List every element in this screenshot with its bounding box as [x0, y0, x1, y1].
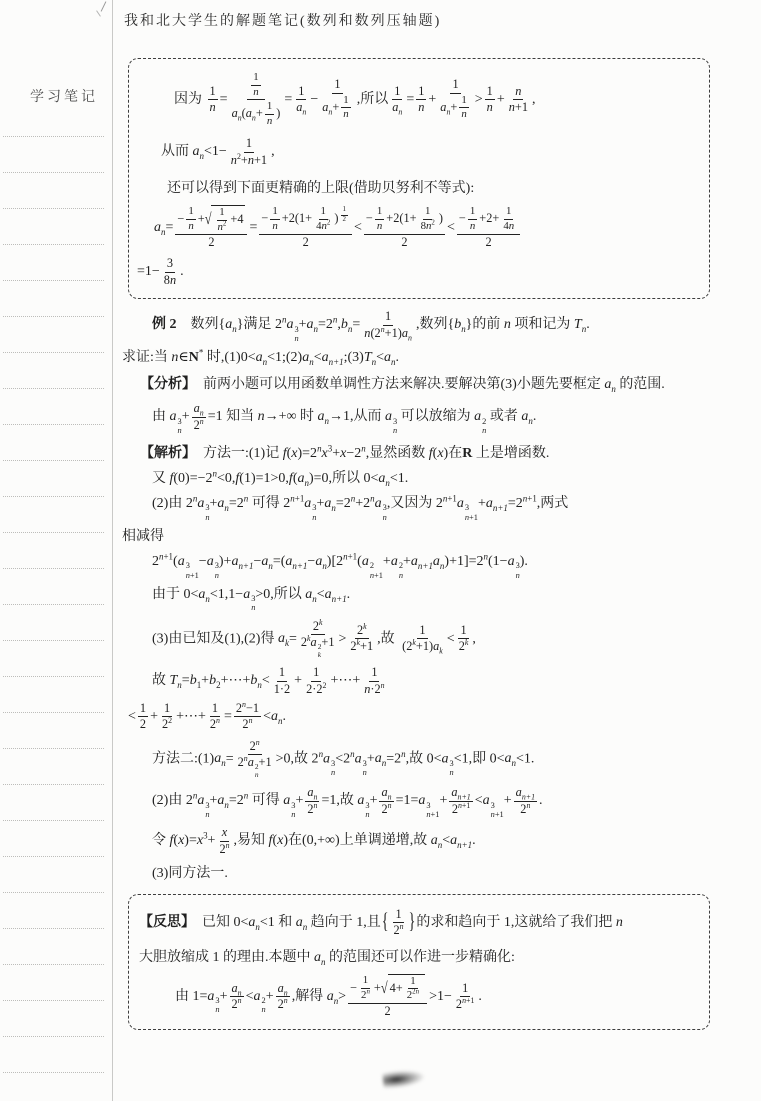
margin-rule-line — [3, 208, 104, 210]
margin-ruling — [3, 136, 104, 1074]
reflection-line: 大胆放缩成 1 的理由.本题中 $a_n$ 的范围还可以作进一步精确化: — [139, 949, 515, 967]
margin-rule-line — [3, 1072, 104, 1074]
solution-line: 令 $f(x)=x^3+$ $\frac{x}{2^n}$ ,易知 f(x)在(0,+∞)上单调递增,故 $a_n<a_{n+1}$. — [152, 825, 476, 856]
page-body — [122, 58, 722, 1030]
formula-line: 从而 $a_n<1-$ $\frac{1}{n^2+n+1}$ , — [161, 136, 275, 167]
analysis-line: 由 a 3 n + $\frac{a_n}{2^n}$ =1 知当 n→+∞ 时 $a_n\to 1$,从而 a 3 n 可以放缩为 a 2 n 或者 $a_n$. — [152, 401, 537, 435]
solution-line: 【解析】 方法一:(1)记 $f(x)=2^nx^3+x-2^n$,显然函数 f(x)在R 上是增函数. — [140, 443, 550, 462]
margin-rule-line — [3, 316, 104, 318]
solution-line: (2)由 2$^n$a 3 n $+a_n=2^n$ 可得 a 3 n + $\frac{a_n}{2^n}$ =1,故 a 3 n + $\frac{a_n}{2^n}$ =1=a 3 n+1 + $\frac{a_{n+1}}{2^{n+1}}$ <a 3 n+1 + $\frac{a_{n+1}}{2^n}$ . — [152, 785, 543, 820]
margin-rule-line — [3, 172, 104, 174]
margin-rule-line — [3, 568, 104, 570]
problem-statement: 求证:当 n∈N* 时$,(1)0<a_n<1;(2)a_n<a_{n+1};(3)T_n<a_n$. — [122, 347, 399, 367]
solution-line: (3)由已知及(1),(2)得 $a_k=$ 2$^k$ 2$^k$a 2 k +1 > $\frac{2^k}{2^k+1}$ ,故 $\frac{1}{(2^k+1)a_k}$ < $\frac{1}{2^k}$ , — [152, 617, 476, 660]
solution-line: $2^{n+1}(a$ 3 n+1 −a 3 n )$+a_{n+1}-a_n=(a_{n+1}-a_n)[2^{n+1}(a$ 2 n+1 +a 2 n $+a_{n+1}a_n)+1]=2^n(1-a$ 3 n ). — [152, 551, 528, 580]
solution-line: < $\frac{1}{2}$ + $\frac{1}{2^2}$ +⋯+ $\frac{1}{2^n}$ = $\frac{2^n-1}{2^n}$ $<a_n$. — [128, 699, 286, 732]
margin-rule-line — [3, 928, 104, 930]
solution-line: (3)同方法一. — [152, 866, 228, 882]
sidebar-notes-label: 学习笔记 — [30, 90, 98, 105]
solution-line: (2)由 2$^n$a 3 n $+a_n=2^n$ 可得 $2^{n+1}a$ 3 n $+a_n=2^n+2^na$ 3 n ,又因为 $2^{n+1}a$ 3 n+1 $+a_{n+1}=2^{n+1}$,两式 — [152, 493, 569, 522]
margin-rule-line — [3, 1000, 104, 1002]
margin-rule-line — [3, 856, 104, 858]
example-2-heading: 例 2 数列$\{a_n\}$满足 2$^n$a 3 n $+a_n=2^n,b_n=$ $\frac{1}{n(2^n+1)a_n}$ ,数列$\{b_n\}$的前 n 项和记为 $T_n$. — [152, 309, 590, 343]
margin-rule-line — [3, 388, 104, 390]
solution-line: 又 $f(0)=-2^n<0,f(1)=1>0,f(a_n)=0$,所以 $0<a_n<1$. — [152, 468, 409, 488]
formula-line: 还可以得到下面更精确的上限(借助贝努利不等式): — [167, 180, 475, 196]
margin-rule-line — [3, 1036, 104, 1038]
margin-rule-line — [3, 748, 104, 750]
formula-line: =1− $\frac{3}{8n}$ . — [137, 256, 184, 287]
margin-rule-line — [3, 532, 104, 534]
solution-line: 故 $T_n=b_1+b_2+\cdots+b_n<$ $\frac{1}{1\cdot 2}$ + $\frac{1}{2\cdot 2^2}$ +⋯+ $\frac{1}{n\cdot 2^n}$ — [152, 665, 385, 696]
scan-artifact-mark — [96, 1, 112, 19]
margin-rule-line — [3, 892, 104, 894]
reflection-box — [128, 894, 710, 1030]
margin-rule-line — [3, 352, 104, 354]
margin-rule-line — [3, 280, 104, 282]
margin-rule-line — [3, 712, 104, 714]
analysis-line: 【分析】 前两小题可以用函数单调性方法来解决.要解决第(3)小题先要框定 $a_n$ 的范围. — [140, 377, 665, 394]
margin-rule-line — [3, 676, 104, 678]
margin-rule-line — [3, 604, 104, 606]
margin-rule-line — [3, 424, 104, 426]
page-title: 我和北大学生的解题笔记(数列和数列压轴题) — [124, 14, 442, 29]
margin-rule-line — [3, 784, 104, 786]
margin-rule-line — [3, 496, 104, 498]
margin-rule-line — [3, 820, 104, 822]
margin-rule-line — [3, 964, 104, 966]
solution-line: 相减得 — [122, 528, 164, 544]
margin-divider-line — [112, 0, 113, 1101]
reflection-line: 由 1=a 3 n + $\frac{a_n}{2^n}$ <a 2 n + $\frac{a_n}{2^n}$ ,解得 $a_n>$ − $\frac{1}{2^n}$ + √ 4+ 1 $2^{2n}$ 2 >1− $\frac{1}{2^{n+1}}$ . — [175, 974, 482, 1018]
margin-rule-line — [3, 460, 104, 462]
formula-box — [128, 58, 710, 299]
solution-line: 方法二$:(1)a_n=$ 2$^n$ 2$^n$a 2 n +1 >0,故 2$^n$a 3 n $<2^na$ 3 n $+a_n=2^n$,故 0<a 3 n <1,即 $0<a_n<1$. — [152, 737, 535, 780]
margin-rule-line — [3, 136, 104, 138]
margin-rule-line — [3, 640, 104, 642]
page-curl-smudge — [382, 1063, 444, 1095]
solution-line: 由于 $0<a_n<1,1-a$ 3 n >0,所以 $a_n<a_{n+1}$. — [152, 586, 351, 613]
reflection-line: 【反思】 已知 $0<a_n<1$ 和 $a_n$ 趋向于 1,且{ $\frac{1}{2^n}$ }的求和趋向于 1,这就给了我们把 n — [139, 907, 623, 938]
formula-line: 因为 $\frac{1}{n}$ = $\frac{1}{n}$ $a_n(a_n+$ $\frac{1}{n}$ ) = $\frac{1}{a_n}$ − 1 $a_n+$ $\frac{1}{n}$ ,所以 $\frac{1}{a_n}$ = $\frac{1}{n}$ + 1 $a_n+$ $\frac{1}{n}$ > $\frac{1}{n}$ + $\frac{n}{n+1}$ , — [174, 71, 536, 127]
formula-line: $a_n=$ − $\frac{1}{n}$ + √ 1 $n^2$ +4 2 = − $\frac{1}{n}$ +2(1+ $\frac{1}{4n^2}$ ) $^{\frac{1}{2}}$ 2 < − $\frac{1}{n}$ +2(1+ $\frac{1}{8n^2}$ ) 2 < − $\frac{1}{n}$ +2+ $\frac{1}{4n}$ 2 — [137, 205, 705, 250]
margin-rule-line — [3, 244, 104, 246]
